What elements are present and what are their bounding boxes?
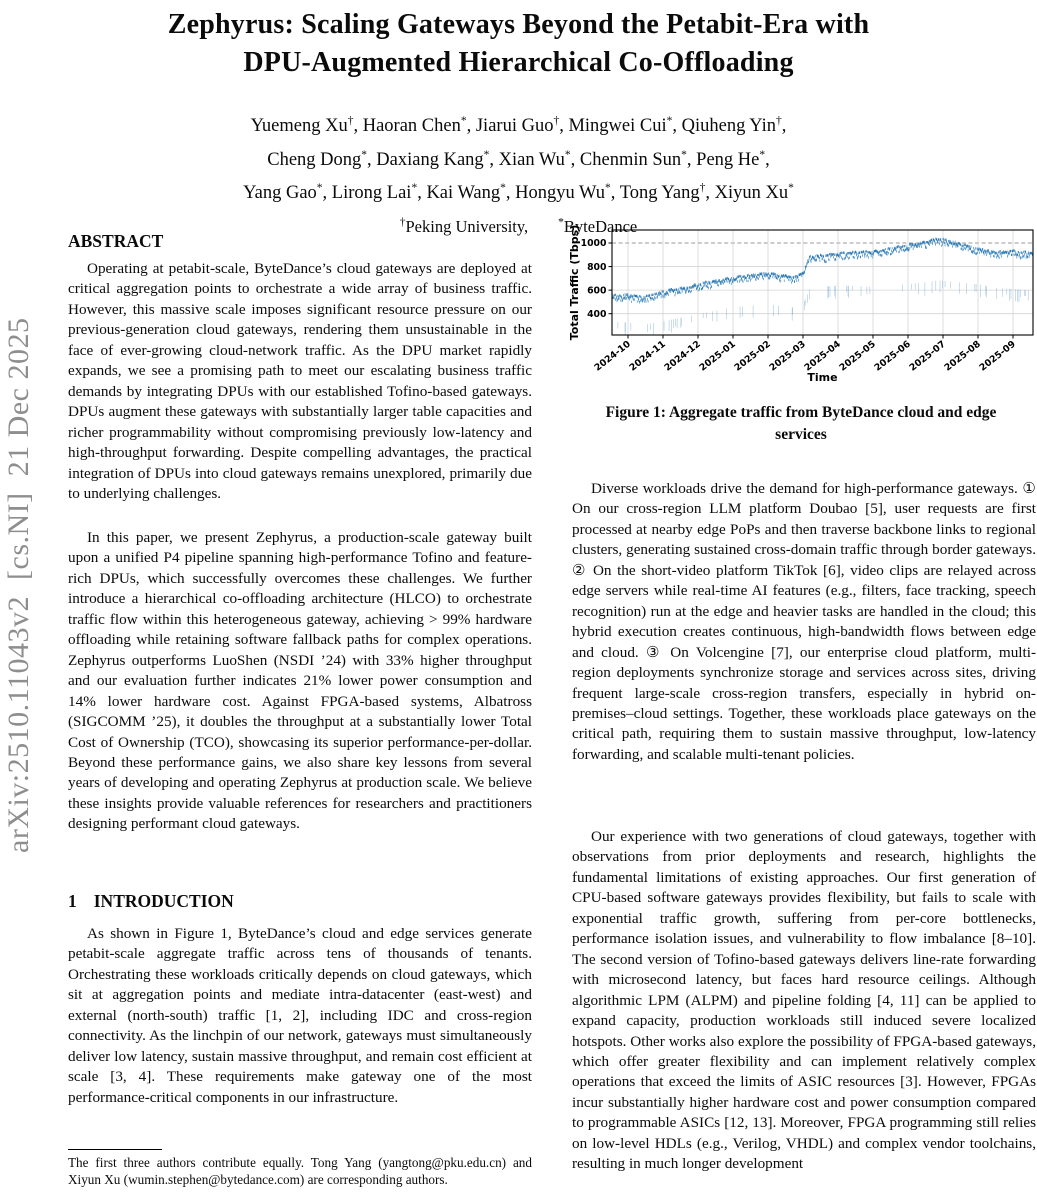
abstract-heading: ABSTRACT xyxy=(68,231,164,251)
author-name: Lirong Lai*, xyxy=(331,182,427,204)
svg-text:2025-01: 2025-01 xyxy=(697,338,738,374)
author-name: Kai Wang*, xyxy=(426,182,516,204)
svg-text:1000: 1000 xyxy=(580,238,607,250)
author-name: Xian Wu*, xyxy=(498,148,580,170)
author-name: Yuemeng Xu†, xyxy=(250,115,363,137)
figure-1-caption xyxy=(565,402,1037,445)
svg-text:800: 800 xyxy=(587,261,607,273)
author-name: Daxiang Kang*, xyxy=(376,148,499,170)
svg-text:Total Traffic (Tbps): Total Traffic (Tbps) xyxy=(568,224,581,341)
paper-title-line1: Zephyrus: Scaling Gateways Beyond the Petabit-Era with xyxy=(167,9,870,40)
author-lines xyxy=(0,107,1037,208)
paper-title-line2: DPU-Augmented Hierarchical Co-Offloading xyxy=(243,47,794,78)
svg-text:2025-06: 2025-06 xyxy=(872,338,913,374)
author-line xyxy=(0,141,1037,175)
author-name: Jiarui Guo†, xyxy=(475,115,569,137)
abstract-paragraph: Operating at petabit-scale, ByteDance’s cloud gateways are deployed at critical aggregation points to orchestrate a wide array of business traffic. However, this massive scale imposes significant resource pressure on our previous-generation cloud gateways, rendering them unsustainable in the face of ever-growing cloud-network traffic. As the DPU market rapidly expands, we see a promising path to meet our escalating business traffic demands by integrating DPUs with our established Tofino-based gateways. DPUs augment these gateways with substantially larger table capacities and richer programmability without compromising previously low-latency and high-throughput forwarding. Despite compelling advantages, the practical integration of DPUs into cloud gateways remains unexplored, primarily due to underlying challenges. xyxy=(68,260,532,502)
introduction-paragraph: As shown in Figure 1, ByteDance’s cloud and edge services generate petabit-scale aggregate traffic across tens of thousands of tenants. Orchestrating these workloads critically depends on cloud gateways, which sit at aggregation points and mediate intra-datacenter (east-west) and external (north-south) traffic [1, 2], including IDC and cross-region connectivity. As the linchpin of our network, gateways must simultaneously deliver low latency, sustain massive throughput, and remain cost efficient at scale [3, 4]. These requirements make gateway one of the most performance-critical components in our infrastructure. xyxy=(68,925,532,1106)
svg-text:2025-08: 2025-08 xyxy=(942,338,983,374)
introduction-heading xyxy=(68,891,234,912)
svg-text:2025-05: 2025-05 xyxy=(837,338,878,374)
affiliation-item: †Peking University, xyxy=(399,216,529,237)
section-number: 1 xyxy=(68,891,77,911)
svg-text:600: 600 xyxy=(587,285,607,297)
figure-1-chart xyxy=(565,224,1037,400)
author-name: Xiyun Xu* xyxy=(714,182,794,204)
svg-text:2025-03: 2025-03 xyxy=(767,338,808,374)
author-name: Haoran Chen*, xyxy=(362,115,476,137)
author-name: Cheng Dong*, xyxy=(267,148,377,170)
svg-text:2025-02: 2025-02 xyxy=(732,338,773,374)
abstract-paragraph: In this paper, we present Zephyrus, a production-scale gateway built upon a unified P4 pipeline spanning high-performance Tofino and feature-rich DPUs, which successfully overcomes these challenges. We further introduce a hierarchical co-offloading architecture (HLCO) to orchestrate traffic flow within this heterogeneous gateway, achieving > 99% hardware offloading while retaining software fallback paths for complex operations. Zephyrus outperforms LuoShen (NSDI ’24) with 33% higher throughput and our evaluation further indicates 21% lower power consumption and 14% lower hardware cost. Against FPGA-based systems, Albatross (SIGCOMM ’25), it doubles the throughput at a substantially lower Total Cost of Ownership (TCO), showcasing its superior performance-per-dollar. Beyond these performance gains, we also share key lessons from several years of developing and operating Zephyrus at production scale. We believe these insights provide valuable references for researchers and practitioners designing performant cloud gateways. xyxy=(68,529,532,833)
body-paragraph: Diverse workloads drive the demand for high-performance gateways. ① On our cross-region LLM platform Doubao [5], user requests are first processed at nearby edge PoPs and then traverse backbone links to regional clusters, generating sustained cross-domain traffic through border gateways. ② On the short-video platform TikTok [6], video clips are relayed across edge servers while real-time AI features (e.g., filters, face tracking, speech recognition) run at the edge and heavier tasks are handled in the cloud; this hybrid execution creates continuous, high-bandwidth flows between edge and cloud. ③ On Volcengine [7], our enterprise cloud platform, multi-region deployments synchronize storage and services across sites, driving frequent large-scale cross-region transfers, especially in hybrid on-premises–cloud settings. Together, these workloads place gateways on the critical path, requiring them to sustain massive throughput, low-latency forwarding, and scalable multi-tenant policies. xyxy=(572,480,1036,763)
svg-text:400: 400 xyxy=(587,308,607,320)
footnote-text: The first three authors contribute equally. Tong Yang (yangtong@pku.edu.cn) and Xiyun Xu (wumin.stephen@bytedance.com) are corresponding authors. xyxy=(68,1155,532,1187)
svg-text:2024-10: 2024-10 xyxy=(592,338,633,374)
author-name: Yang Gao*, xyxy=(243,182,332,204)
author-name: Mingwei Cui*, xyxy=(568,115,682,137)
author-name: Qiuheng Yin†, xyxy=(681,115,787,137)
svg-text:2025-09: 2025-09 xyxy=(977,338,1018,374)
author-line xyxy=(0,174,1037,208)
svg-text:Time: Time xyxy=(807,371,838,384)
section-title: INTRODUCTION xyxy=(93,891,234,911)
svg-text:2024-12: 2024-12 xyxy=(662,338,703,374)
traffic-time-series-chart xyxy=(565,224,1037,400)
arxiv-watermark: arXiv:2510.11043v2 [cs.NI] 21 Dec 2025 xyxy=(2,317,35,853)
svg-text:2025-04: 2025-04 xyxy=(802,338,843,374)
footnote-rule xyxy=(68,1149,162,1150)
figure-caption-line1: Figure 1: Aggregate traffic from ByteDance cloud and edge xyxy=(605,404,997,421)
footnote xyxy=(68,1149,532,1189)
author-line xyxy=(0,107,1037,141)
author-name: Chenmin Sun*, xyxy=(579,148,697,170)
paper-title xyxy=(0,6,1037,82)
body-paragraph: Our experience with two generations of cloud gateways, together with observations from prior deployments and research, highlights the fundamental limitations of existing approaches. Our first generation of CPU-based software gateways provides flexibility, but fails to scale with exponential traffic growth, suffering from per-core bottlenecks, performance isolation issues, and vulnerability to flow imbalance [8–10]. The second version of Tofino-based gateways delivers line-rate forwarding with microsecond latency, but faces hard resource ceilings. Although algorithmic LPM (ALPM) and pipeline folding [4, 11] can be applied to expand capacity, production workloads still induced severe localized hotspots. Other works also explore the possibility of FPGA-based gateways, which offer greater flexibility and can implement relatively complex operations that exceed the limits of ASIC resources [3]. However, FPGAs incur substantially higher hardware cost and power consumption compared to programmable ASICs [12, 13]. Moreover, FPGA programming still relies on low-level HDLs (e.g., Verilog, VHDL) and complex vendor toolchains, resulting in much longer development xyxy=(572,828,1036,1173)
author-name: Peng He*, xyxy=(696,148,770,170)
author-name: Tong Yang†, xyxy=(619,182,715,204)
svg-text:2025-07: 2025-07 xyxy=(907,338,948,374)
affiliation-item: *ByteDance xyxy=(558,216,638,237)
author-block xyxy=(0,107,1037,242)
figure-caption-line2: services xyxy=(775,425,827,443)
svg-text:2024-11: 2024-11 xyxy=(627,338,668,374)
author-name: Hongyu Wu*, xyxy=(515,182,620,204)
